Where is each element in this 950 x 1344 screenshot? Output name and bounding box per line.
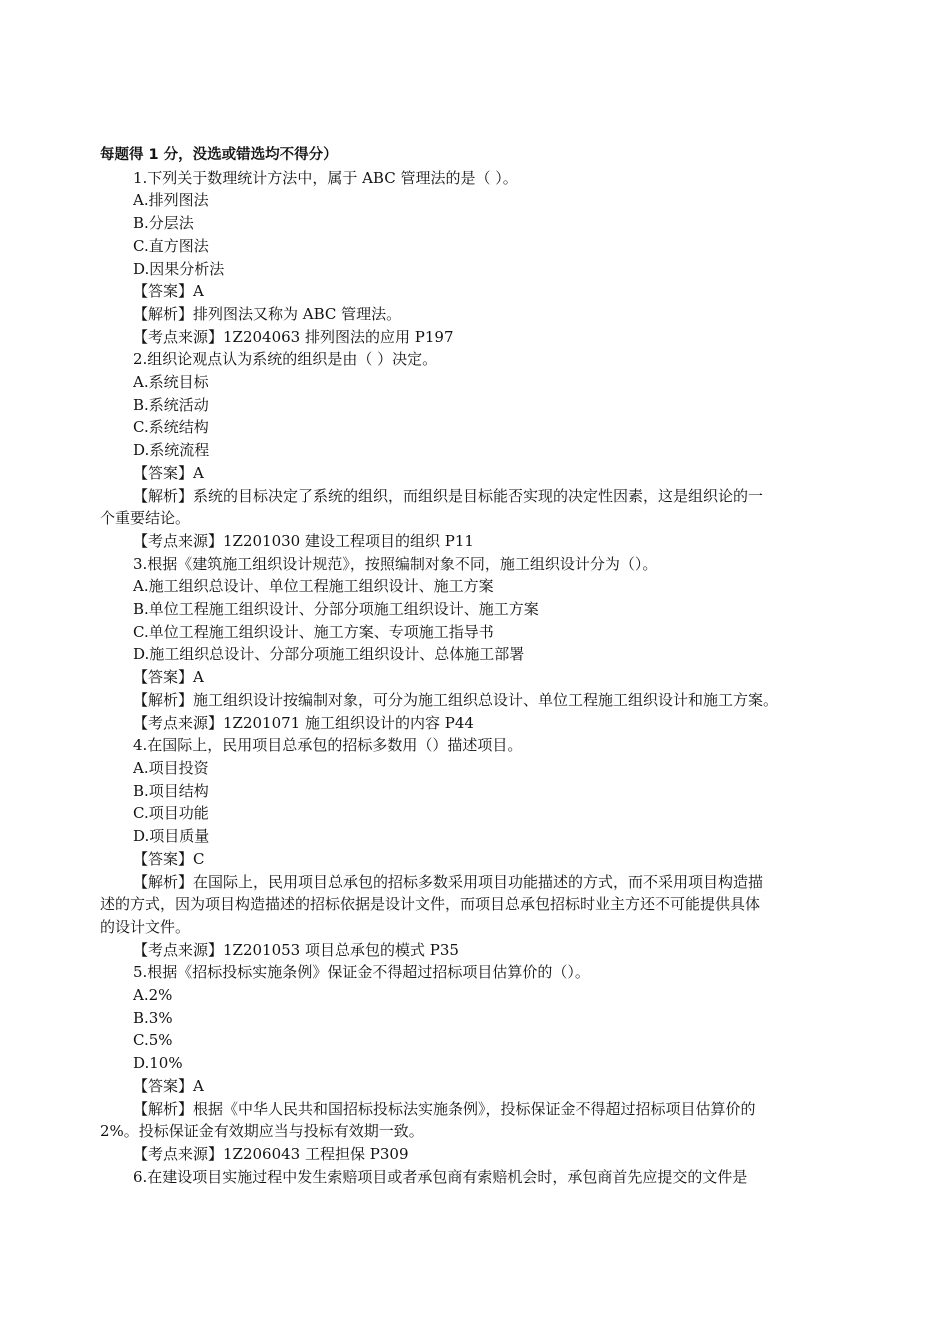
continuation-text: 2%。投标保证金有效期应当与投标有效期一致。: [100, 1122, 424, 1141]
source-reference: 【考点来源】1Z201030 建设工程项目的组织 P11: [133, 531, 474, 550]
answer-option: B.项目结构: [133, 781, 209, 800]
answer-option: C.项目功能: [133, 804, 209, 823]
answer-option: B.系统活动: [133, 395, 209, 414]
analysis-text: 【解析】排列图法又称为 ABC 管理法。: [133, 304, 402, 323]
source-reference: 【考点来源】1Z206043 工程担保 P309: [133, 1144, 409, 1163]
continuation-text: 个重要结论。: [100, 509, 191, 528]
source-reference: 【考点来源】1Z204063 排列图法的应用 P197: [133, 327, 454, 346]
answer-option: A.系统目标: [133, 373, 209, 392]
analysis-text: 【解析】在国际上，民用项目总承包的招标多数采用项目功能描述的方式，而不采用项目构造描: [133, 872, 764, 891]
question-list: [100, 167, 875, 1189]
answer-option: D.10%: [133, 1054, 183, 1073]
answer-option: D.项目质量: [133, 827, 210, 846]
answer-key: 【答案】A: [133, 1076, 204, 1095]
answer-option: A.2%: [133, 986, 173, 1005]
answer-option: A.排列图法: [133, 191, 209, 210]
answer-option: B.分层法: [133, 214, 194, 233]
answer-option: C.5%: [133, 1031, 173, 1050]
section-heading: 每题得 1 分，没选或错选均不得分）: [100, 147, 338, 163]
question-stem: 5.根据《招标投标实施条例》保证金不得超过招标项目估算价的（）。: [133, 963, 590, 982]
answer-option: B.单位工程施工组织设计、分部分项施工组织设计、施工方案: [133, 600, 539, 619]
continuation-text: 述的方式，因为项目构造描述的招标依据是设计文件，而项目总承包招标时业主方还不可能提供具体: [100, 895, 761, 914]
analysis-text: 【解析】根据《中华人民共和国招标投标法实施条例》，投标保证金不得超过招标项目估算价的: [133, 1099, 756, 1118]
document-body: [100, 144, 875, 1188]
answer-key: 【答案】A: [133, 668, 204, 687]
source-reference: 【考点来源】1Z201071 施工组织设计的内容 P44: [133, 713, 474, 732]
answer-option: A.施工组织总设计、单位工程施工组织设计、施工方案: [133, 577, 494, 596]
analysis-text: 【解析】系统的目标决定了系统的组织，而组织是目标能否实现的决定性因素，这是组织论的一: [133, 486, 764, 505]
source-reference: 【考点来源】1Z201053 项目总承包的模式 P35: [133, 940, 459, 959]
answer-key: 【答案】A: [133, 282, 204, 301]
answer-key: 【答案】C: [133, 849, 205, 868]
question-stem: 4.在国际上，民用项目总承包的招标多数用（）描述项目。: [133, 736, 523, 755]
analysis-text: 【解析】施工组织设计按编制对象，可分为施工组织总设计、单位工程施工组织设计和施工方案。: [133, 690, 779, 709]
question-stem: 3.根据《建筑施工组织设计规范》，按照编制对象不同，施工组织设计分为（）。: [133, 554, 658, 573]
answer-option: B.3%: [133, 1008, 173, 1027]
continuation-text: 的设计文件。: [100, 917, 191, 936]
answer-option: C.系统结构: [133, 418, 209, 437]
question-stem: 2.组织论观点认为系统的组织是由（ ）决定。: [133, 350, 438, 369]
answer-option: D.系统流程: [133, 441, 210, 460]
question-stem: 6.在建设项目实施过程中发生索赔项目或者承包商有索赔机会时，承包商首先应提交的文件是: [133, 1167, 748, 1186]
answer-option: D.施工组织总设计、分部分项施工组织设计、总体施工部署: [133, 645, 525, 664]
answer-option: C.直方图法: [133, 236, 209, 255]
answer-option: A.项目投资: [133, 758, 209, 777]
answer-option: D.因果分析法: [133, 259, 225, 278]
answer-key: 【答案】A: [133, 463, 204, 482]
question-stem: 1.下列关于数理统计方法中，属于 ABC 管理法的是（ ）。: [133, 168, 518, 187]
answer-option: C.单位工程施工组织设计、施工方案、专项施工指导书: [133, 622, 494, 641]
